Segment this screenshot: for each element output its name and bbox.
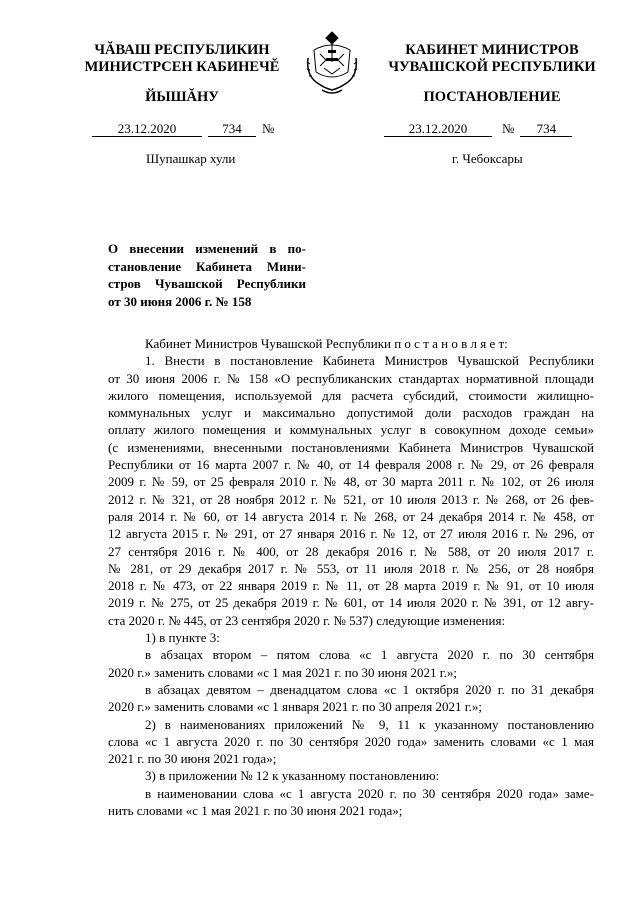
body-line: коммунальных услуг и максимально допустимой доли расходов граждан на bbox=[108, 405, 594, 421]
right-city: г. Чебоксары bbox=[452, 151, 523, 166]
right-date: 23.12.2020 bbox=[384, 121, 492, 137]
header-right-org bbox=[372, 42, 612, 76]
title-line: становление Кабинета Мини- bbox=[108, 258, 306, 274]
body-line: жилого помещения, используемой для расчета субсидий, стоимости жилищно- bbox=[108, 387, 594, 403]
doctype-left: ЙЫШĂНУ bbox=[145, 89, 219, 105]
body-line: 3) в приложении № 12 к указанному постановлению: bbox=[145, 768, 440, 784]
left-date: 23.12.2020 bbox=[92, 121, 202, 137]
body-line: ста 2020 г. № 445, от 23 сентября 2020 г. № 537) следующие изменения: bbox=[108, 612, 506, 628]
title-line: от 30 июня 2006 г. № 158 bbox=[108, 293, 252, 309]
right-number-sign: № bbox=[502, 121, 515, 136]
body-line: в абзацах девятом – двенадцатом слова «с 1 октября 2020 г. по 31 декабря bbox=[145, 681, 594, 697]
body-line: 2021 г. по 30 июня 2021 года»; bbox=[108, 751, 277, 767]
body-line: 1) в пункте 3: bbox=[145, 630, 220, 646]
left-date-number bbox=[92, 121, 274, 137]
header-left-line-2: МИНИСТРСЕН КАБИНЕЧĔ bbox=[84, 59, 280, 75]
header-right-line-1: КАБИНЕТ МИНИСТРОВ bbox=[405, 42, 579, 58]
body-line: 27 сентября 2016 г. № 400, от 28 декабря 2016 г. № 588, от 20 июля 2017 г. bbox=[108, 543, 594, 559]
body-line: 1. Внести в постановление Кабинета Министров Чувашской Республики bbox=[145, 353, 594, 369]
document-body bbox=[108, 335, 594, 819]
body-line: 2) в наименованиях приложений № 9, 11 к указанному постановлению bbox=[145, 716, 594, 732]
body-line: в наименовании слова «с 1 августа 2020 г. по 30 сентября 2020 года» заме- bbox=[145, 785, 594, 801]
body-line: раля 2014 г. № 60, от 14 августа 2014 г. № 268, от 24 декабря 2014 г. № 458, от bbox=[108, 508, 594, 524]
document-title bbox=[108, 240, 306, 310]
body-line: 2019 г. № 275, от 25 декабря 2019 г. № 601, от 14 июля 2020 г. № 391, от 12 авгу- bbox=[108, 595, 594, 611]
body-line: Кабинет Министров Чувашской Республики п о с т а н о в л я е т: bbox=[145, 336, 508, 351]
body-line: 12 августа 2015 г. № 291, от 27 января 2016 г. № 12, от 27 июля 2016 г. № 296, от bbox=[108, 526, 594, 542]
left-number-sign: № bbox=[262, 121, 275, 136]
body-line: слова «с 1 августа 2020 г. по 30 сентября 2020 года» заменить словами «с 1 мая bbox=[108, 733, 594, 749]
body-line: нить словами «с 1 мая 2021 г. по 30 июня 2021 года»; bbox=[108, 803, 403, 819]
body-line: 2018 г. № 473, от 22 января 2019 г. № 11, от 28 марта 2019 г. № 91, от 10 июля bbox=[108, 578, 594, 594]
chuvash-emblem-icon bbox=[302, 28, 362, 96]
right-number: 734 bbox=[520, 121, 572, 137]
body-line: Республики от 16 марта 2007 г. № 40, от 14 февраля 2008 г. № 29, от 26 февраля bbox=[108, 457, 594, 473]
right-date-number bbox=[384, 121, 572, 137]
body-line: 2009 г. № 59, от 25 февраля 2010 г. № 48, от 30 марта 2011 г. № 102, от 26 июля bbox=[108, 474, 594, 490]
header-left-line-1: ЧĂВАШ РЕСПУБЛИКИН bbox=[94, 42, 270, 58]
body-line: 2020 г.» заменить словами «с 1 мая 2021 г. по 30 июня 2021 г.»; bbox=[108, 664, 458, 680]
doctype-right: ПОСТАНОВЛЕНИЕ bbox=[423, 89, 561, 105]
header-right-line-2: ЧУВАШСКОЙ РЕСПУБЛИКИ bbox=[388, 59, 596, 75]
title-line: стров Чувашской Республики bbox=[108, 276, 306, 291]
body-line: 2012 г. № 321, от 28 ноября 2012 г. № 521, от 10 июля 2013 г. № 268, от 26 фев- bbox=[108, 491, 594, 507]
left-number: 734 bbox=[208, 121, 256, 137]
body-line: оплату жилого помещения и коммунальных услуг в совокупном доходе семьи» bbox=[108, 422, 594, 438]
body-line: от 30 июня 2006 г. № 158 «О республиканских стандартах нормативной площади bbox=[108, 370, 594, 386]
body-line: в абзацах втором – пятом слова «с 1 августа 2020 г. по 30 сентября bbox=[145, 647, 594, 663]
left-city: Шупашкар хули bbox=[146, 151, 236, 166]
title-line: О внесении изменений в по- bbox=[108, 241, 306, 256]
body-line: № 281, от 29 декабря 2017 г. № 553, от 11 июля 2018 г. № 256, от 28 ноября bbox=[108, 560, 594, 576]
body-line: (с изменениями, внесенными постановлениями Кабинета Министров Чувашской bbox=[108, 439, 594, 455]
body-line: 2020 г.» заменить словами «с 1 января 2021 г. по 30 апреля 2021 г.»; bbox=[108, 699, 482, 715]
header-left-org bbox=[62, 42, 302, 76]
